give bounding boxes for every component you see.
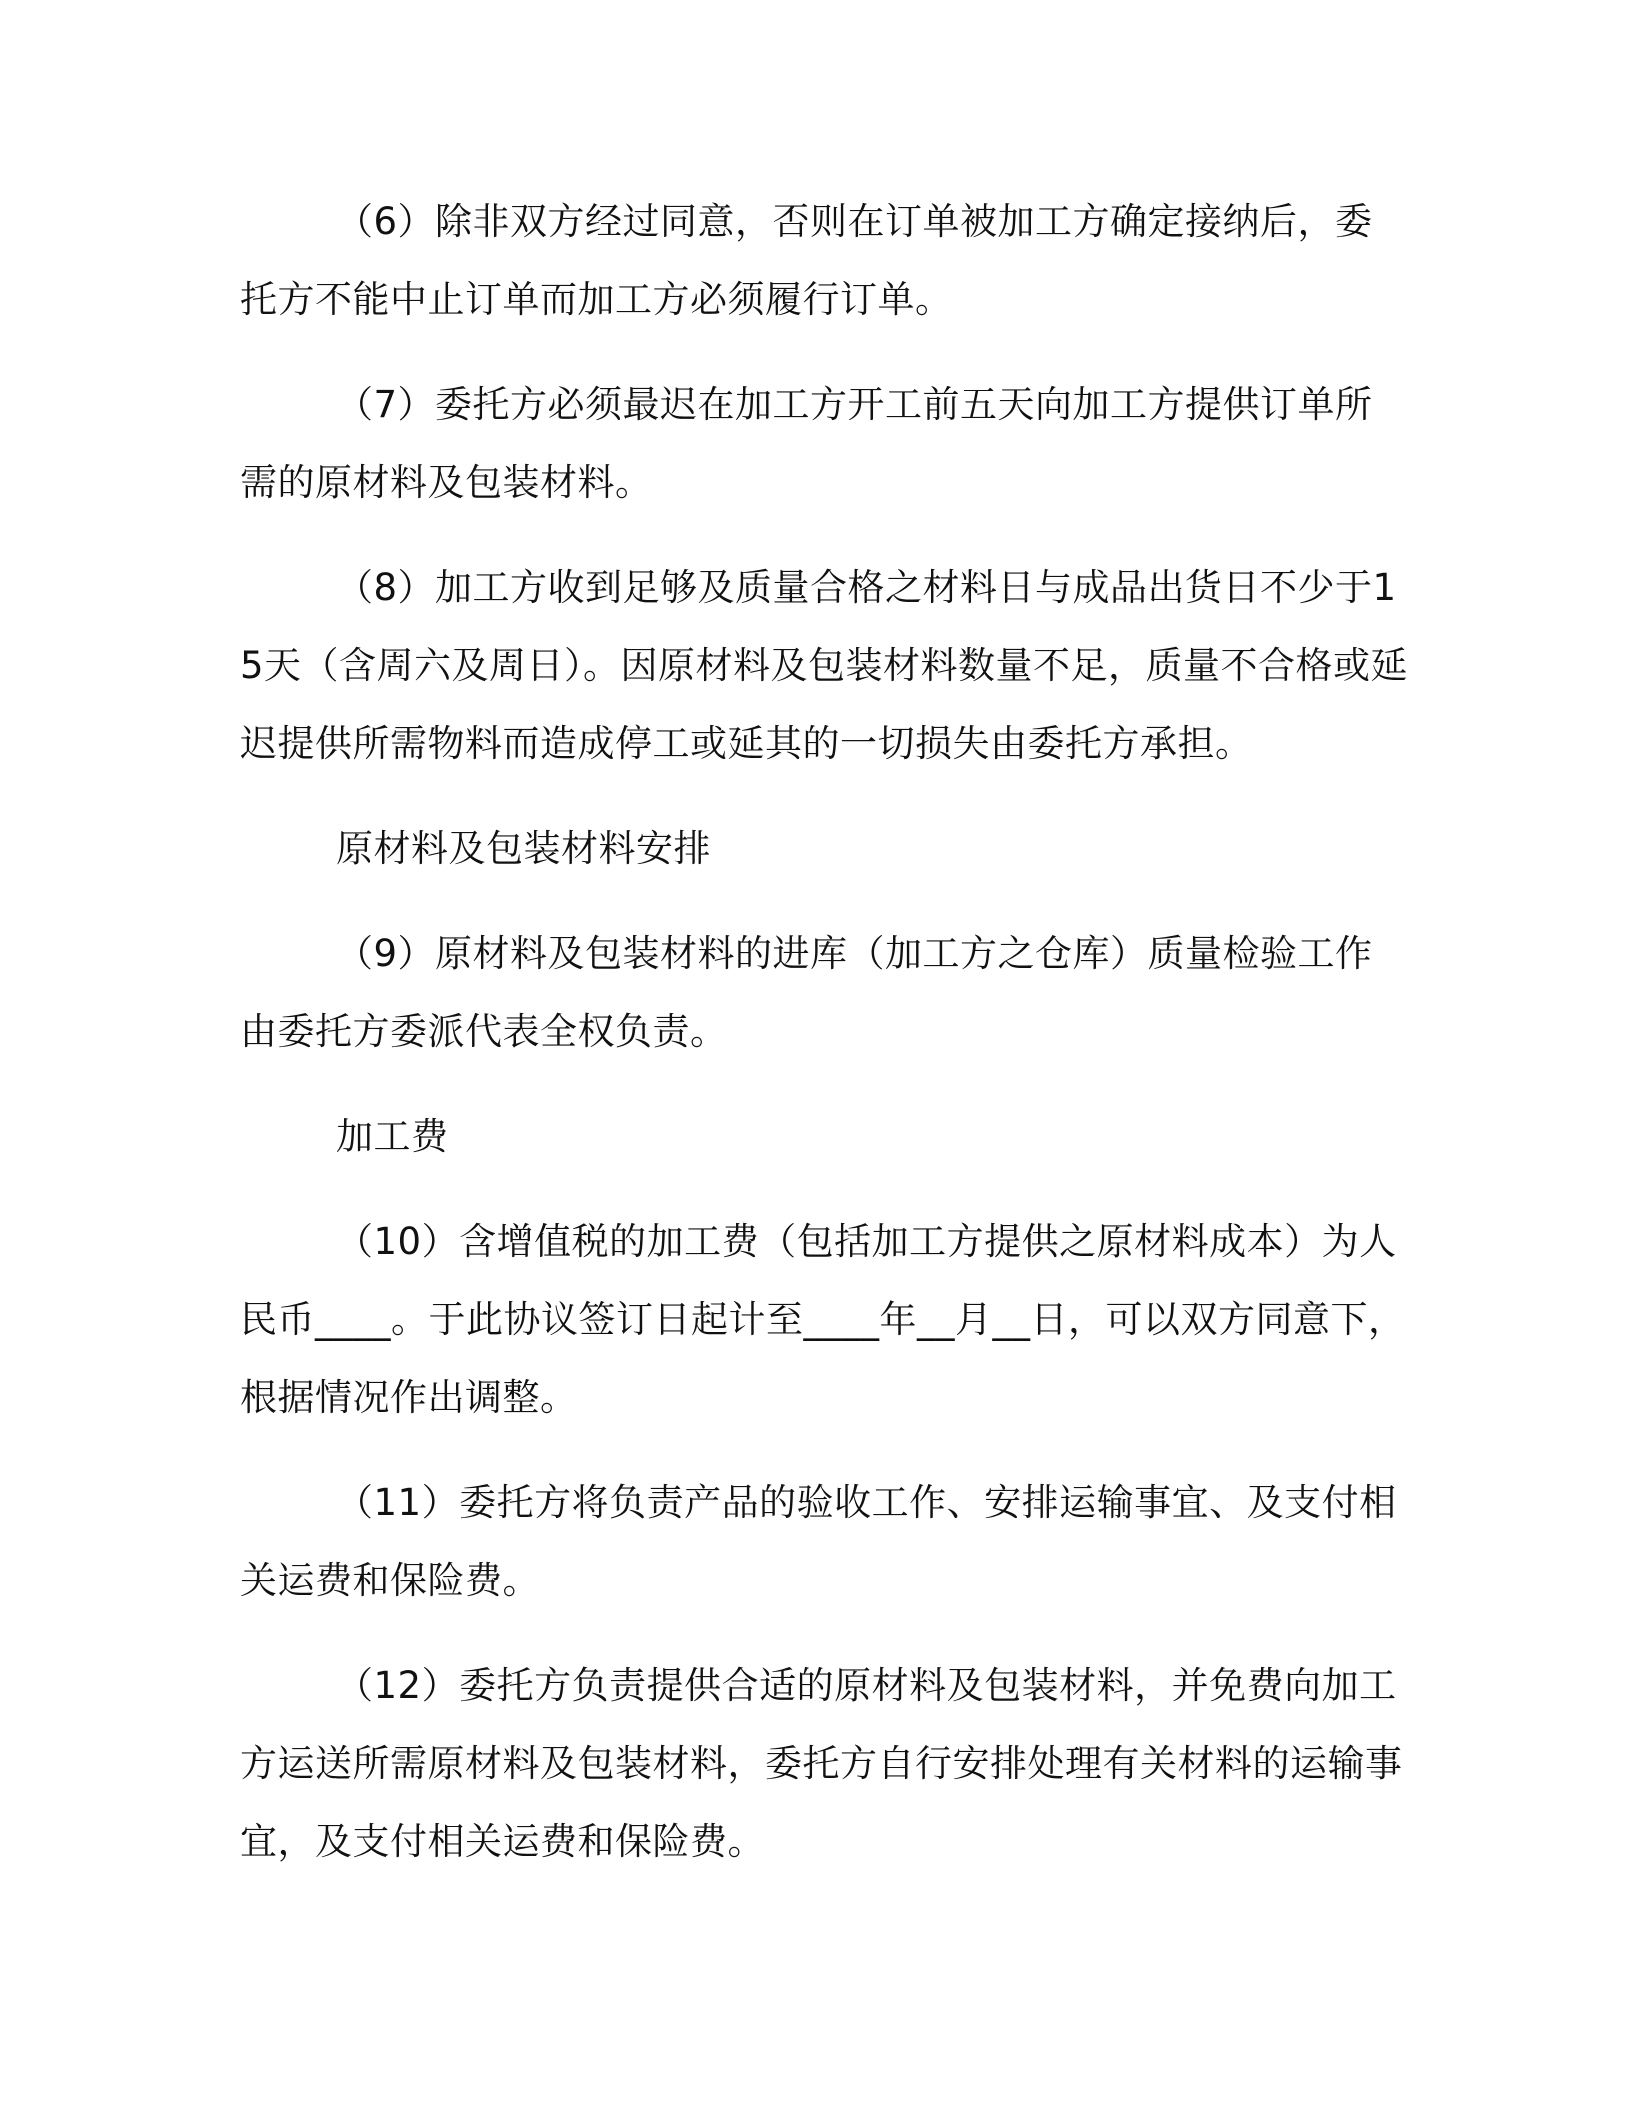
clause-8: （8）加工方收到足够及质量合格之材料日与成品出货日不少于15天（含周六及周日）。因原材料及包装材料数量不足，质量不合格或延迟提供所需物料而造成停工或延其的一切损失由委托方承担。: [240, 566, 1409, 765]
clause-10: （10）含增值税的加工费（包括加工方提供之原材料成本）为人民币____。于此协议签订日起计至____年__月__日，可以双方同意下，根据情况作出调整。: [240, 1220, 1406, 1419]
clause-7: （7）委托方必须最迟在加工方开工前五天向加工方提供订单所需的原材料及包装材料。: [240, 383, 1373, 504]
clause-11: （11）委托方将负责产品的验收工作、安排运输事宜、及支付相关运费和保险费。: [240, 1481, 1397, 1602]
clause-6: （6）除非双方经过同意，否则在订单被加工方确定接纳后，委托方不能中止订单而加工方必须履行订单。: [240, 200, 1373, 321]
section-heading-processing-fee: 加工费: [336, 1115, 449, 1158]
document-body: [240, 183, 1410, 1908]
clause-9: （9）原材料及包装材料的进库（加工方之仓库）质量检验工作由委托方委派代表全权负责。: [240, 932, 1373, 1053]
section-heading-materials: 原材料及包装材料安排: [336, 827, 711, 870]
clause-12: （12）委托方负责提供合适的原材料及包装材料，并免费向加工方运送所需原材料及包装材料，委托方自行安排处理有关材料的运输事宜，及支付相关运费和保险费。: [240, 1664, 1403, 1863]
